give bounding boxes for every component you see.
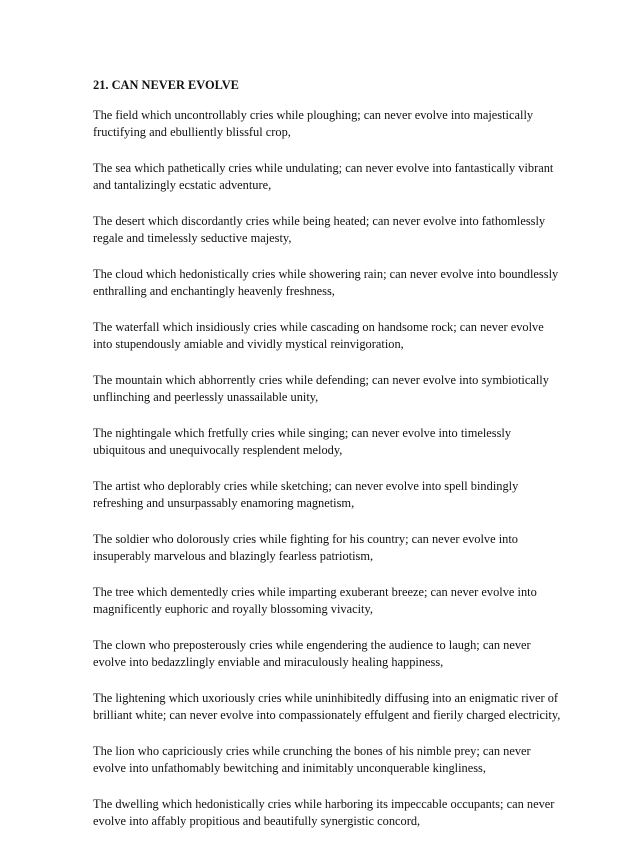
poem-body bbox=[93, 77, 563, 849]
stanza-2: The sea which pathetically cries while undulating; can never evolve into fantastically vibrant and tantalizingly ecstatic adventure, bbox=[93, 160, 554, 192]
stanza-13: The lion who capriciously cries while crunching the bones of his nimble prey; can never evolve into unfathomably bewitching and inimitably unconquerable kingliness, bbox=[93, 743, 531, 775]
stanza-11: The clown who preposterously cries while engendering the audience to laugh; can never evolve into bedazzlingly enviable and miraculously healing happiness, bbox=[93, 637, 531, 669]
poem-title: 21. CAN NEVER EVOLVE bbox=[93, 78, 239, 92]
stanza-4: The cloud which hedonistically cries while showering rain; can never evolve into boundlessly enthralling and enchantingly heavenly freshness, bbox=[93, 266, 559, 298]
stanza-6: The mountain which abhorrently cries while defending; can never evolve into symbiotically unflinching and peerlessly unassailable unity, bbox=[93, 372, 549, 404]
stanza-1: The field which uncontrollably cries while ploughing; can never evolve into majestically fructifying and ebulliently blissful crop, bbox=[93, 107, 534, 139]
stanza-3: The desert which discordantly cries while being heated; can never evolve into fathomlessly regale and timelessly seductive majesty, bbox=[93, 213, 546, 245]
stanza-10: The tree which dementedly cries while imparting exuberant breeze; can never evolve into magnificently euphoric and royally blossoming vivacity, bbox=[93, 584, 537, 616]
stanza-8: The artist who deplorably cries while sketching; can never evolve into spell bindingly refreshing and unsurpassably enamoring magnetism, bbox=[93, 478, 519, 510]
stanza-14: The dwelling which hedonistically cries while harboring its impeccable occupants; can never evolve into affably propitious and beautifully synergistic concord, bbox=[93, 796, 555, 828]
stanza-7: The nightingale which fretfully cries while singing; can never evolve into timelessly ubiquitous and unequivocally resplendent melody, bbox=[93, 425, 512, 457]
stanza-12: The lightening which uxoriously cries while uninhibitedly diffusing into an enigmatic river of brilliant white; can never evolve into compassionately effulgent and fierily charged electricity, bbox=[93, 690, 561, 722]
stanza-9: The soldier who dolorously cries while fighting for his country; can never evolve into insuperably marvelous and blazingly fearless patriotism, bbox=[93, 531, 518, 563]
stanza-5: The waterfall which insidiously cries while cascading on handsome rock; can never evolve into stupendously amiable and vividly mystical reinvigoration, bbox=[93, 319, 544, 351]
